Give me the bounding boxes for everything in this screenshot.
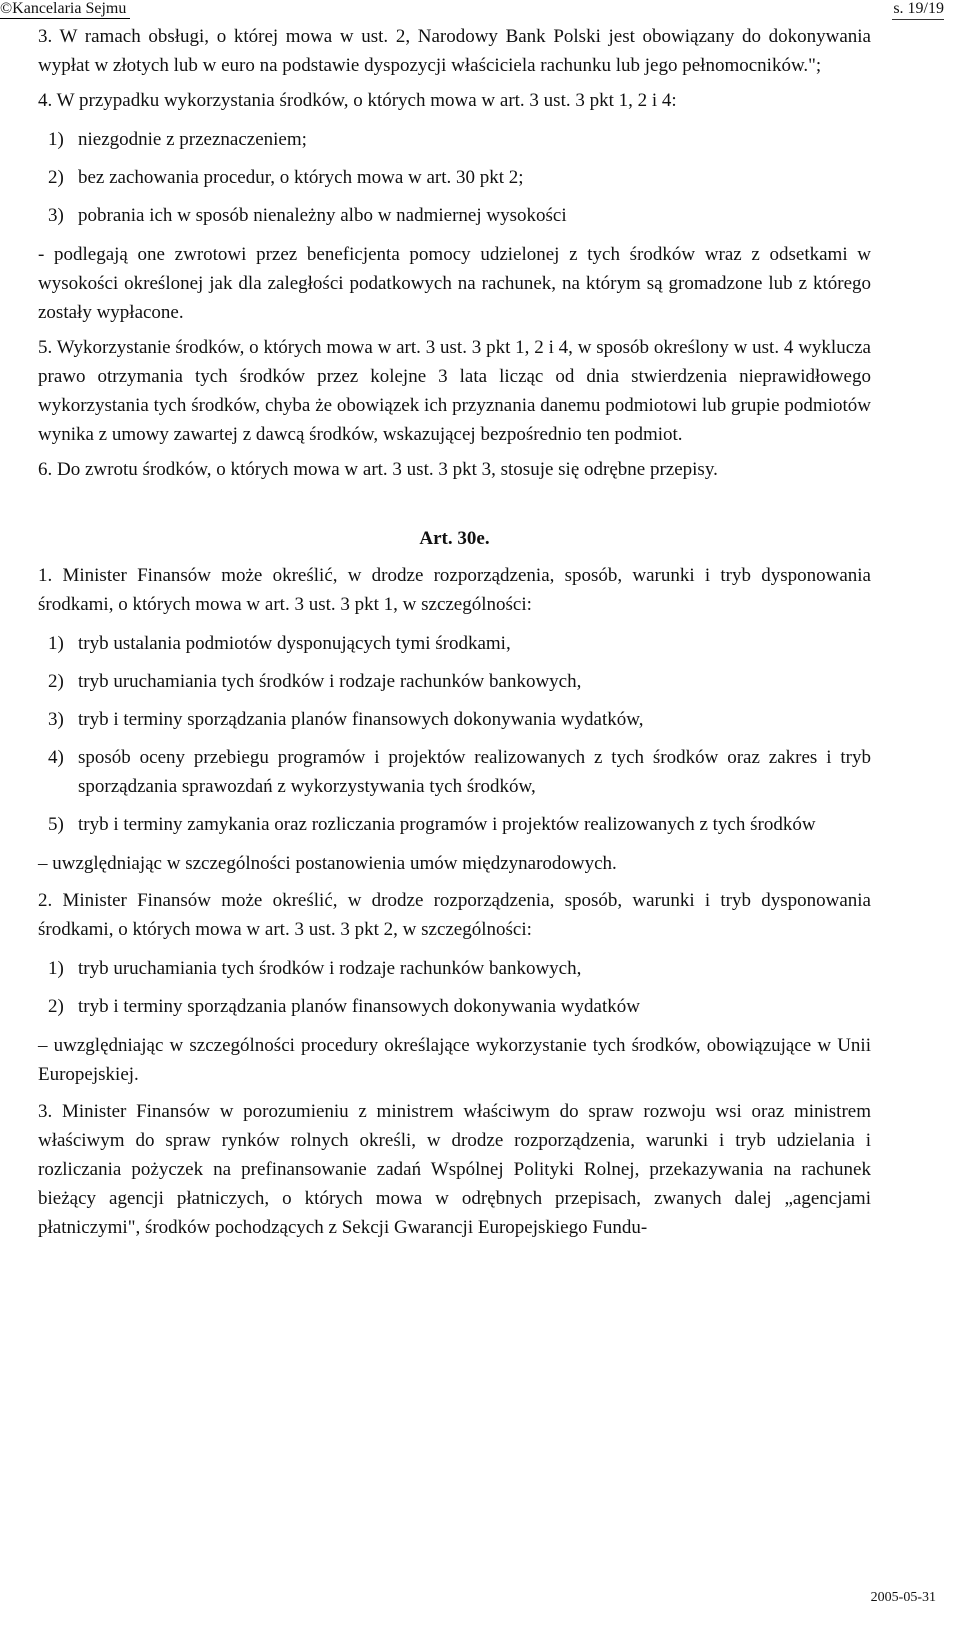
paragraph-3: 3. W ramach obsługi, o której mowa w ust. 2, Narodowy Bank Polski jest obowiązany do dokonywania wypłat w złotych lub w euro na podstawie dyspozycji właściciela rachunku lub jego pełnomocników."; — [38, 26, 871, 76]
list-item-text: tryb i terminy sporządzania planów finansowych dokonywania wydatków, — [78, 709, 644, 730]
list-item — [38, 992, 871, 1021]
list-item-number: 3) — [48, 205, 64, 226]
header-rule-right — [892, 19, 944, 20]
list-item-number: 3) — [48, 709, 64, 730]
list-item-number: 2) — [48, 671, 64, 692]
article-heading: Art. 30e. — [419, 528, 490, 549]
list-item-text: tryb i terminy sporządzania planów finansowych dokonywania wydatków — [78, 996, 640, 1017]
list-item-number: 2) — [48, 996, 64, 1017]
page-number: s. 19/19 — [893, 0, 944, 17]
article-paragraph-2: 2. Minister Finansów może określić, w drodze rozporządzenia, sposób, warunki i tryb dysponowania środkami, o których mowa w art. 3 ust. 3 pkt 2, w szczególności: — [38, 890, 871, 940]
article-1-list — [38, 629, 871, 839]
list-item — [38, 629, 871, 658]
list-item-number: 1) — [48, 129, 64, 150]
list-item-text: sposób oceny przebiegu programów i projektów realizowanych z tych środków oraz zakres i tryb sporządzania sprawozdań z wykorzystywania tych środków, — [78, 747, 871, 797]
list-item-number: 5) — [48, 814, 64, 835]
article-paragraph-3: 3. Minister Finansów w porozumieniu z ministrem właściwym do spraw rozwoju wsi oraz ministrem właściwym do spraw rynków rolnych określi, w drodze rozporządzenia, warunki i tryb udzielania i rozliczania pożyczek na prefinansowanie zadań Wspólnej Polityki Rolnej, przekazywania na rachunek bieżący agencji płatniczych, o których mowa w odrębnych przepisach, zwanych dalej „agencjami płatniczymi", środków pochodzących z Sekcji Gwarancji Europejskiego Fundu- — [38, 1101, 871, 1238]
list-item — [38, 810, 871, 839]
document-date: 2005-05-31 — [870, 1590, 936, 1605]
article-2-tail: – uwzględniając w szczególności procedury określające wykorzystanie tych środków, obowiązujące w Unii Europejskiej. — [38, 1035, 871, 1085]
document-body — [38, 22, 871, 1242]
list-item-text: pobrania ich w sposób nienależny albo w nadmiernej wysokości — [78, 205, 567, 226]
paragraph-4: 4. W przypadku wykorzystania środków, o których mowa w art. 3 ust. 3 pkt 1, 2 i 4: — [38, 90, 677, 111]
paragraph-4-list — [38, 125, 871, 230]
list-item — [38, 954, 871, 983]
list-item-text: niezgodnie z przeznaczeniem; — [78, 129, 307, 150]
list-item-number: 1) — [48, 958, 64, 979]
list-item — [38, 743, 871, 801]
list-item — [38, 667, 871, 696]
paragraph-5: 5. Wykorzystanie środków, o których mowa w art. 3 ust. 3 pkt 1, 2 i 4, w sposób określony w ust. 4 wyklucza prawo otrzymania tych środków przez kolejne 3 lata licząc od dnia stwierdzenia nieprawidłowego wykorzystania tych środków, chyba że obowiązek ich przyznania danemu podmiotowi lub grupie podmiotów wynika z umowy zawartej z dawcą środków, wskazującej bezpośrednio ten podmiot. — [38, 337, 871, 445]
list-item — [38, 163, 871, 192]
article-1-tail: – uwzględniając w szczególności postanowienia umów międzynarodowych. — [38, 853, 617, 874]
paragraph-4-tail: - podlegają one zwrotowi przez beneficjenta pomocy udzielonej z tych środków wraz z odsetkami w wysokości określonej jak dla zaległości podatkowych na rachunek, na którym są gromadzone lub z którego zostały wypłacone. — [38, 244, 871, 323]
article-paragraph-1: 1. Minister Finansów może określić, w drodze rozporządzenia, sposób, warunki i tryb dysponowania środkami, o których mowa w art. 3 ust. 3 pkt 1, w szczególności: — [38, 565, 871, 615]
list-item-text: bez zachowania procedur, o których mowa w art. 30 pkt 2; — [78, 167, 524, 188]
list-item-text: tryb uruchamiania tych środków i rodzaje rachunków bankowych, — [78, 671, 582, 692]
list-item-text: tryb i terminy zamykania oraz rozliczania programów i projektów realizowanych z tych środków — [78, 814, 816, 835]
article-2-list — [38, 954, 871, 1021]
list-item — [38, 705, 871, 734]
list-item-number: 2) — [48, 167, 64, 188]
header-source: ©Kancelaria Sejmu — [0, 0, 130, 19]
paragraph-6: 6. Do zwrotu środków, o których mowa w art. 3 ust. 3 pkt 3, stosuje się odrębne przepisy. — [38, 459, 718, 480]
list-item-number: 4) — [48, 747, 64, 768]
list-item-number: 1) — [48, 633, 64, 654]
list-item — [38, 201, 871, 230]
list-item-text: tryb uruchamiania tych środków i rodzaje rachunków bankowych, — [78, 958, 582, 979]
list-item — [38, 125, 871, 154]
list-item-text: tryb ustalania podmiotów dysponujących tymi środkami, — [78, 633, 511, 654]
